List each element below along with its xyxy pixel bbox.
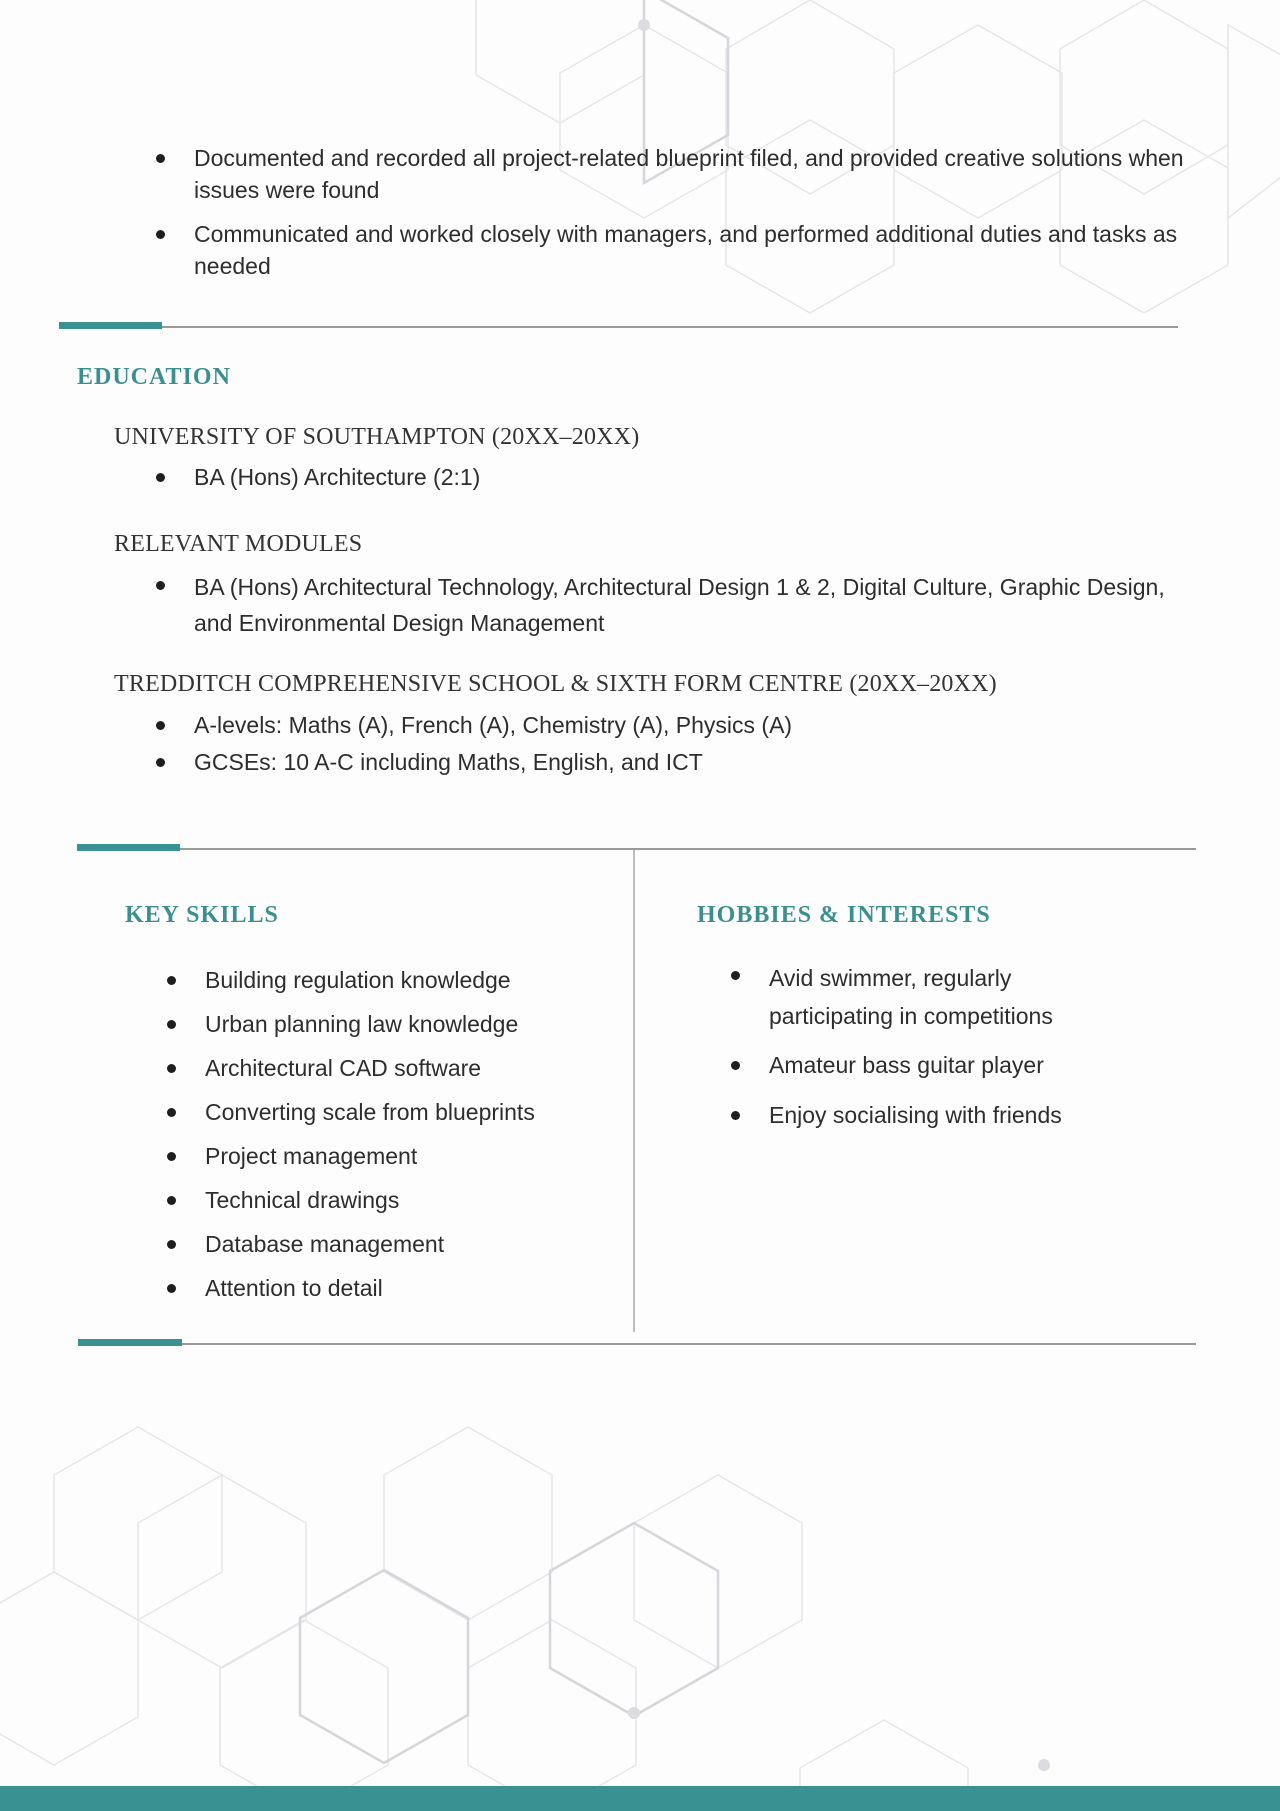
list-item: Enjoy socialising with friends xyxy=(731,1099,1101,1131)
list-item: Amateur bass guitar player xyxy=(731,1049,1101,1081)
section-divider xyxy=(160,326,1178,328)
education-bullets xyxy=(156,461,1196,493)
footer-bar xyxy=(0,1786,1280,1811)
divider-accent xyxy=(78,1339,182,1346)
column-separator xyxy=(633,850,635,1332)
key-skills-list xyxy=(167,964,627,1304)
list-item: Project management xyxy=(167,1140,627,1172)
divider-accent xyxy=(59,322,162,329)
education-bullets xyxy=(156,709,1196,778)
list-item: Converting scale from blueprints xyxy=(167,1096,627,1128)
hobbies-list xyxy=(731,959,1101,1131)
list-item: Attention to detail xyxy=(167,1272,627,1304)
hobbies-title: HOBBIES & INTERESTS xyxy=(697,902,991,928)
list-item: Documented and recorded all project-related blueprint filed, and provided creative solutions when issues were found xyxy=(156,142,1196,206)
divider-accent xyxy=(77,844,180,851)
list-item: Building regulation knowledge xyxy=(167,964,627,996)
list-item: BA (Hons) Architecture (2:1) xyxy=(156,461,1196,493)
list-item: BA (Hons) Architectural Technology, Architectural Design 1 & 2, Digital Culture, Graphic Design, and Environmental Design Management xyxy=(156,569,1206,641)
section-divider xyxy=(178,848,1196,850)
education-heading: RELEVANT MODULES xyxy=(114,531,363,557)
section-divider xyxy=(180,1343,1196,1345)
list-item: A-levels: Maths (A), French (A), Chemistry (A), Physics (A) xyxy=(156,709,1196,741)
education-heading: UNIVERSITY OF SOUTHAMPTON (20XX–20XX) xyxy=(114,424,640,450)
education-heading: TREDDITCH COMPREHENSIVE SCHOOL & SIXTH FORM CENTRE (20XX–20XX) xyxy=(114,671,997,697)
list-item: Communicated and worked closely with managers, and performed additional duties and tasks as needed xyxy=(156,218,1196,282)
list-item: GCSEs: 10 A-C including Maths, English, and ICT xyxy=(156,746,1196,778)
list-item: Architectural CAD software xyxy=(167,1052,627,1084)
experience-bullets xyxy=(156,142,1196,282)
list-item: Urban planning law knowledge xyxy=(167,1008,627,1040)
list-item: Technical drawings xyxy=(167,1184,627,1216)
education-bullets xyxy=(156,569,1206,641)
list-item: Database management xyxy=(167,1228,627,1260)
education-title: EDUCATION xyxy=(77,364,231,390)
key-skills-title: KEY SKILLS xyxy=(125,902,279,928)
list-item: Avid swimmer, regularly participating in competitions xyxy=(731,959,1101,1035)
